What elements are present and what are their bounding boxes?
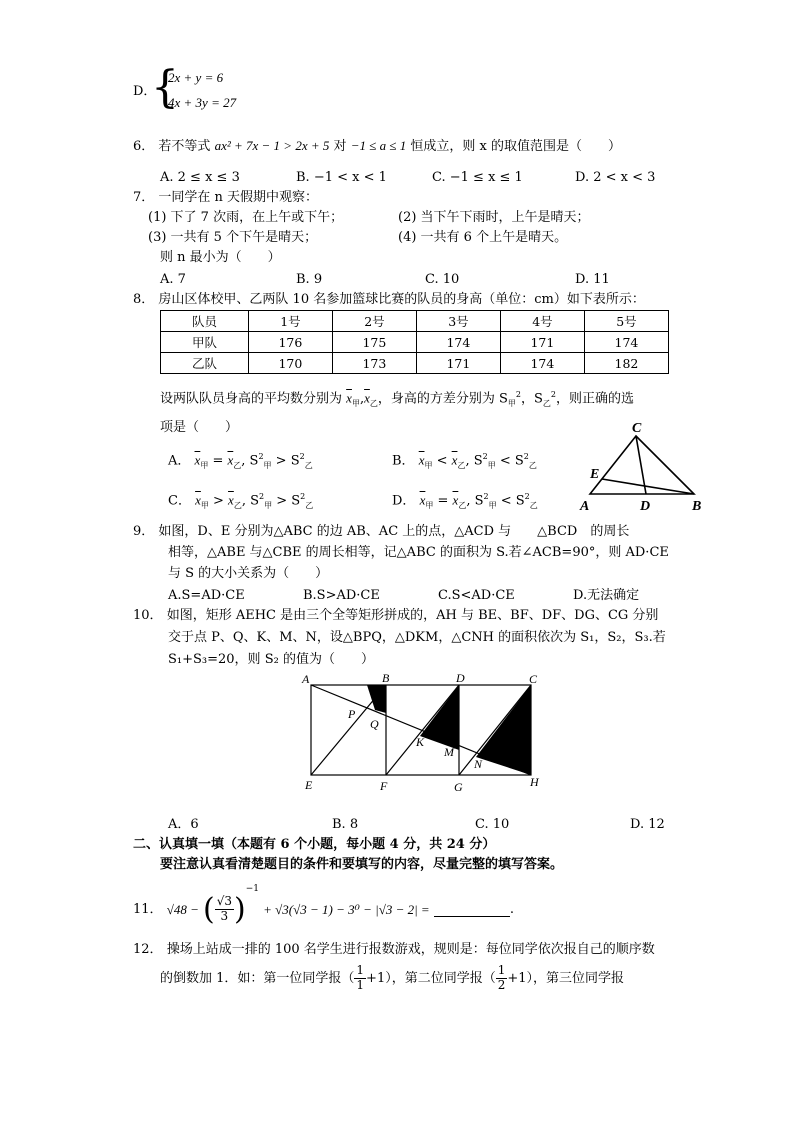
q10-option-c: C. 10 bbox=[475, 817, 510, 832]
q11-exponent: −1 bbox=[245, 884, 259, 894]
table-row bbox=[161, 332, 669, 353]
triangle-figure bbox=[576, 420, 712, 516]
q6-option-a: A. 2 ≤ x ≤ 3 bbox=[160, 170, 240, 185]
rectangle-figure bbox=[298, 670, 550, 796]
q11-line: 11． √48 − ( $\frac{√3}{3}$ )$^{-1}$ + √3(√3 − 1) − 3⁰ − |√3 − 2| = . bbox=[133, 884, 514, 927]
q11-fraction bbox=[215, 895, 234, 924]
label-m: M bbox=[444, 745, 454, 759]
q9-option-a: A.S=AD·CE bbox=[168, 588, 245, 603]
section-2-title: 二、认真填一填（本题有 6 个小题，每小题 4 分，共 24 分） bbox=[133, 837, 496, 852]
q5-brace: { bbox=[151, 62, 179, 113]
table-cell: 174 bbox=[416, 332, 500, 353]
height-table bbox=[160, 310, 669, 374]
q8-text-1-post: ，则正确的选 bbox=[556, 391, 635, 407]
label-k: K bbox=[416, 735, 425, 749]
q12-f2-num: 1 bbox=[497, 963, 506, 977]
q6-option-b: B. −1 < x < 1 bbox=[296, 170, 387, 185]
label-b: B bbox=[382, 671, 390, 685]
q8-option-d: D． $\overline{x}_甲 = \overline{x}_乙$, $S^2_甲 < S^2_乙$ bbox=[392, 492, 538, 510]
q8-option-a-label: A． bbox=[168, 453, 191, 469]
q8-stem-text: 房山区体校甲、乙两队 10 名参加篮球比赛的队员的身高（单位：cm）如下表所示： bbox=[158, 292, 645, 307]
table-cell: 176 bbox=[248, 332, 332, 353]
q8-text-1-pre: 设两队队员身高的平均数分别为 bbox=[160, 391, 343, 407]
label-c: C bbox=[632, 421, 642, 436]
q10-option-a: A．6 bbox=[168, 817, 199, 832]
q11-end: . bbox=[509, 901, 514, 917]
section-2-note: 要注意认真看清楚题目的条件和要填写的内容，尽量完整的填写答案。 bbox=[160, 857, 564, 872]
label-h: H bbox=[530, 775, 539, 789]
q7-condition-2: (2) 当下午下雨时，上午是晴天； bbox=[398, 210, 590, 225]
q10-line-3: S₁+S₃=20，则 S₂ 的值为（ ） bbox=[168, 652, 374, 667]
label-g: G bbox=[454, 780, 463, 794]
table-header-cell: 1号 bbox=[248, 311, 332, 332]
label-b: B bbox=[692, 499, 702, 514]
table-header-cell: 5号 bbox=[584, 311, 668, 332]
q6-number: 6． bbox=[133, 139, 155, 154]
q12-f1-den: 1 bbox=[356, 977, 365, 992]
table-cell: 182 bbox=[584, 353, 668, 374]
q8-option-d-label: D． bbox=[392, 493, 416, 509]
q5-equation-1: 2x + y = 6 bbox=[168, 70, 224, 85]
q8-option-a: A． $\overline{x}_甲 = \overline{x}_乙$, $S^2_甲 > S^2_乙$ bbox=[168, 452, 313, 470]
label-e: E bbox=[305, 778, 313, 792]
q8-option-c-label: C． bbox=[168, 493, 191, 509]
q9-line-2: 相等，△ABE 与△CBE 的周长相等，记△ABC 的面积为 S.若∠ACB=90°，则 AD·CE bbox=[168, 545, 669, 560]
q8-stem bbox=[133, 292, 645, 308]
q10-line-1 bbox=[133, 608, 658, 624]
shaded-triangle-dkm bbox=[420, 685, 459, 750]
q9-number: 9． bbox=[133, 524, 155, 539]
q11-answer-blank[interactable] bbox=[434, 903, 510, 917]
table-cell: 174 bbox=[584, 332, 668, 353]
q6-stem-mid: 对 bbox=[333, 139, 347, 154]
q12-fraction-1 bbox=[354, 964, 366, 993]
q12-line-2-b: +1），第二位同学报（ bbox=[366, 970, 496, 986]
q12-fraction-2 bbox=[496, 964, 508, 993]
q7-condition-3: (3) 一共有 5 个下午是晴天； bbox=[148, 230, 318, 245]
q10-option-d: D. 12 bbox=[630, 817, 665, 832]
q8-text-1-mid: ，身高的方差分别为 S bbox=[377, 391, 508, 407]
label-p: P bbox=[348, 707, 356, 721]
q11-frac-num: √3 bbox=[216, 894, 232, 909]
q8-text-2: 项是（ ） bbox=[160, 420, 239, 435]
table-cell: 170 bbox=[248, 353, 332, 374]
table-cell: 171 bbox=[500, 332, 584, 353]
q8-option-c: C． $\overline{x}_甲 > \overline{x}_乙$, $S^2_甲 > S^2_乙$ bbox=[168, 492, 314, 510]
label-a: A bbox=[302, 672, 310, 686]
label-d: D bbox=[456, 671, 465, 685]
label-a: A bbox=[580, 499, 590, 514]
label-d: D bbox=[640, 499, 651, 514]
q9-option-d: D.无法确定 bbox=[573, 588, 640, 603]
q11-expr-a: √48 − bbox=[166, 901, 199, 917]
q8-option-b-label: B． bbox=[392, 453, 415, 469]
table-header-cell: 4号 bbox=[500, 311, 584, 332]
q9-option-b: B.S>AD·CE bbox=[303, 588, 380, 603]
table-header-cell: 2号 bbox=[332, 311, 416, 332]
label-c: C bbox=[529, 672, 538, 686]
q7-option-c: C. 10 bbox=[425, 272, 460, 287]
q10-line-1-text: 如图，矩形 AEHC 是由三个全等矩形拼成的，AH 与 BE、BF、DF、DG、CG 分别 bbox=[166, 608, 659, 623]
q7-stem bbox=[133, 190, 318, 206]
table-header-row bbox=[161, 311, 669, 332]
q5-equation-2: 4x + 3y = 27 bbox=[168, 95, 237, 110]
q6-stem-pre: 若不等式 bbox=[158, 139, 211, 154]
table-cell: 171 bbox=[416, 353, 500, 374]
q7-option-a: A. 7 bbox=[160, 272, 186, 287]
q7-condition-1: (1) 下了 7 次雨，在上午或下午； bbox=[148, 210, 344, 225]
q8-number: 8． bbox=[133, 292, 155, 307]
q6-condition: −1 ≤ a ≤ 1 bbox=[350, 138, 407, 153]
q7-stem-text: 一同学在 n 天假期中观察： bbox=[158, 190, 319, 205]
q7-option-b: B. 9 bbox=[296, 272, 323, 287]
table-header-cell: 3号 bbox=[416, 311, 500, 332]
q7-ask: 则 n 最小为（ ） bbox=[160, 250, 281, 265]
q5-option-d-label: D． bbox=[133, 84, 157, 99]
x-bar-jia: $\overline{x}$ bbox=[346, 390, 352, 406]
q9-line-1 bbox=[133, 524, 629, 540]
q6-option-d: D. 2 < x < 3 bbox=[575, 170, 656, 185]
q12-line-1-text: 操场上站成一排的 100 名学生进行报数游戏，规则是：每位同学依次报自己的顺序数 bbox=[166, 942, 655, 957]
q6-expression: ax² + 7x − 1 > 2x + 5 bbox=[214, 138, 330, 153]
q6-option-c: C. −1 ≤ x ≤ 1 bbox=[432, 170, 523, 185]
shaded-triangle-cnh bbox=[476, 685, 531, 775]
q7-option-d: D. 11 bbox=[575, 272, 610, 287]
table-header-cell: 队员 bbox=[161, 311, 249, 332]
q12-number: 12． bbox=[133, 942, 163, 957]
q6-stem-post: 恒成立，则 x 的取值范围是（ ） bbox=[410, 139, 621, 154]
q6-stem bbox=[133, 138, 621, 155]
q12-f2-den: 2 bbox=[497, 977, 506, 992]
q10-option-b: B. 8 bbox=[332, 817, 359, 832]
q11-frac-den: 3 bbox=[220, 909, 229, 923]
q7-condition-4: (4) 一共有 6 个上午是晴天。 bbox=[398, 230, 568, 245]
q9-option-c: C.S<AD·CE bbox=[438, 588, 515, 603]
q9-line-3: 与 S 的大小关系为（ ） bbox=[168, 566, 329, 581]
label-q: Q bbox=[370, 717, 379, 731]
table-cell: 173 bbox=[332, 353, 416, 374]
x-bar-yi: $\overline{x}$ bbox=[364, 390, 370, 406]
q12-line-2-c: +1），第三位同学报 bbox=[507, 970, 625, 986]
q9-line-1-text: 如图，D、E 分别为△ABC 的边 AB、AC 上的点，△ACD 与 △BCD 的周长 bbox=[158, 524, 630, 539]
label-n: N bbox=[474, 757, 483, 771]
q8-text-1: 设两队队员身高的平均数分别为 $\overline{x}_甲,\overline{x}_乙$，身高的方差分别为 $S_甲^2$，$S_乙^2$，则正确的选 bbox=[160, 390, 635, 408]
q12-line-1 bbox=[133, 942, 655, 958]
q8-option-b: B． $\overline{x}_甲 < \overline{x}_乙$, $S^2_甲 < S^2_乙$ bbox=[392, 452, 537, 470]
table-row bbox=[161, 353, 669, 374]
table-cell: 甲队 bbox=[161, 332, 249, 353]
q7-number: 7． bbox=[133, 190, 155, 205]
label-e: E bbox=[590, 467, 600, 482]
q10-number: 10． bbox=[133, 608, 163, 623]
table-cell: 174 bbox=[500, 353, 584, 374]
q12-f1-num: 1 bbox=[356, 963, 365, 977]
q10-line-2: 交于点 P、Q、K、M、N，设△BPQ，△DKM，△CNH 的面积依次为 S₁，S₂，S₃.若 bbox=[168, 630, 666, 645]
q12-line-2 bbox=[160, 964, 624, 993]
q11-number: 11． bbox=[133, 901, 163, 917]
label-f: F bbox=[380, 779, 388, 793]
table-cell: 175 bbox=[332, 332, 416, 353]
q12-line-2-a: 的倒数加 1．如：第一位同学报（ bbox=[160, 970, 355, 986]
table-cell: 乙队 bbox=[161, 353, 249, 374]
q11-expr-b: + √3(√3 − 1) − 3⁰ − |√3 − 2| = bbox=[263, 901, 430, 917]
